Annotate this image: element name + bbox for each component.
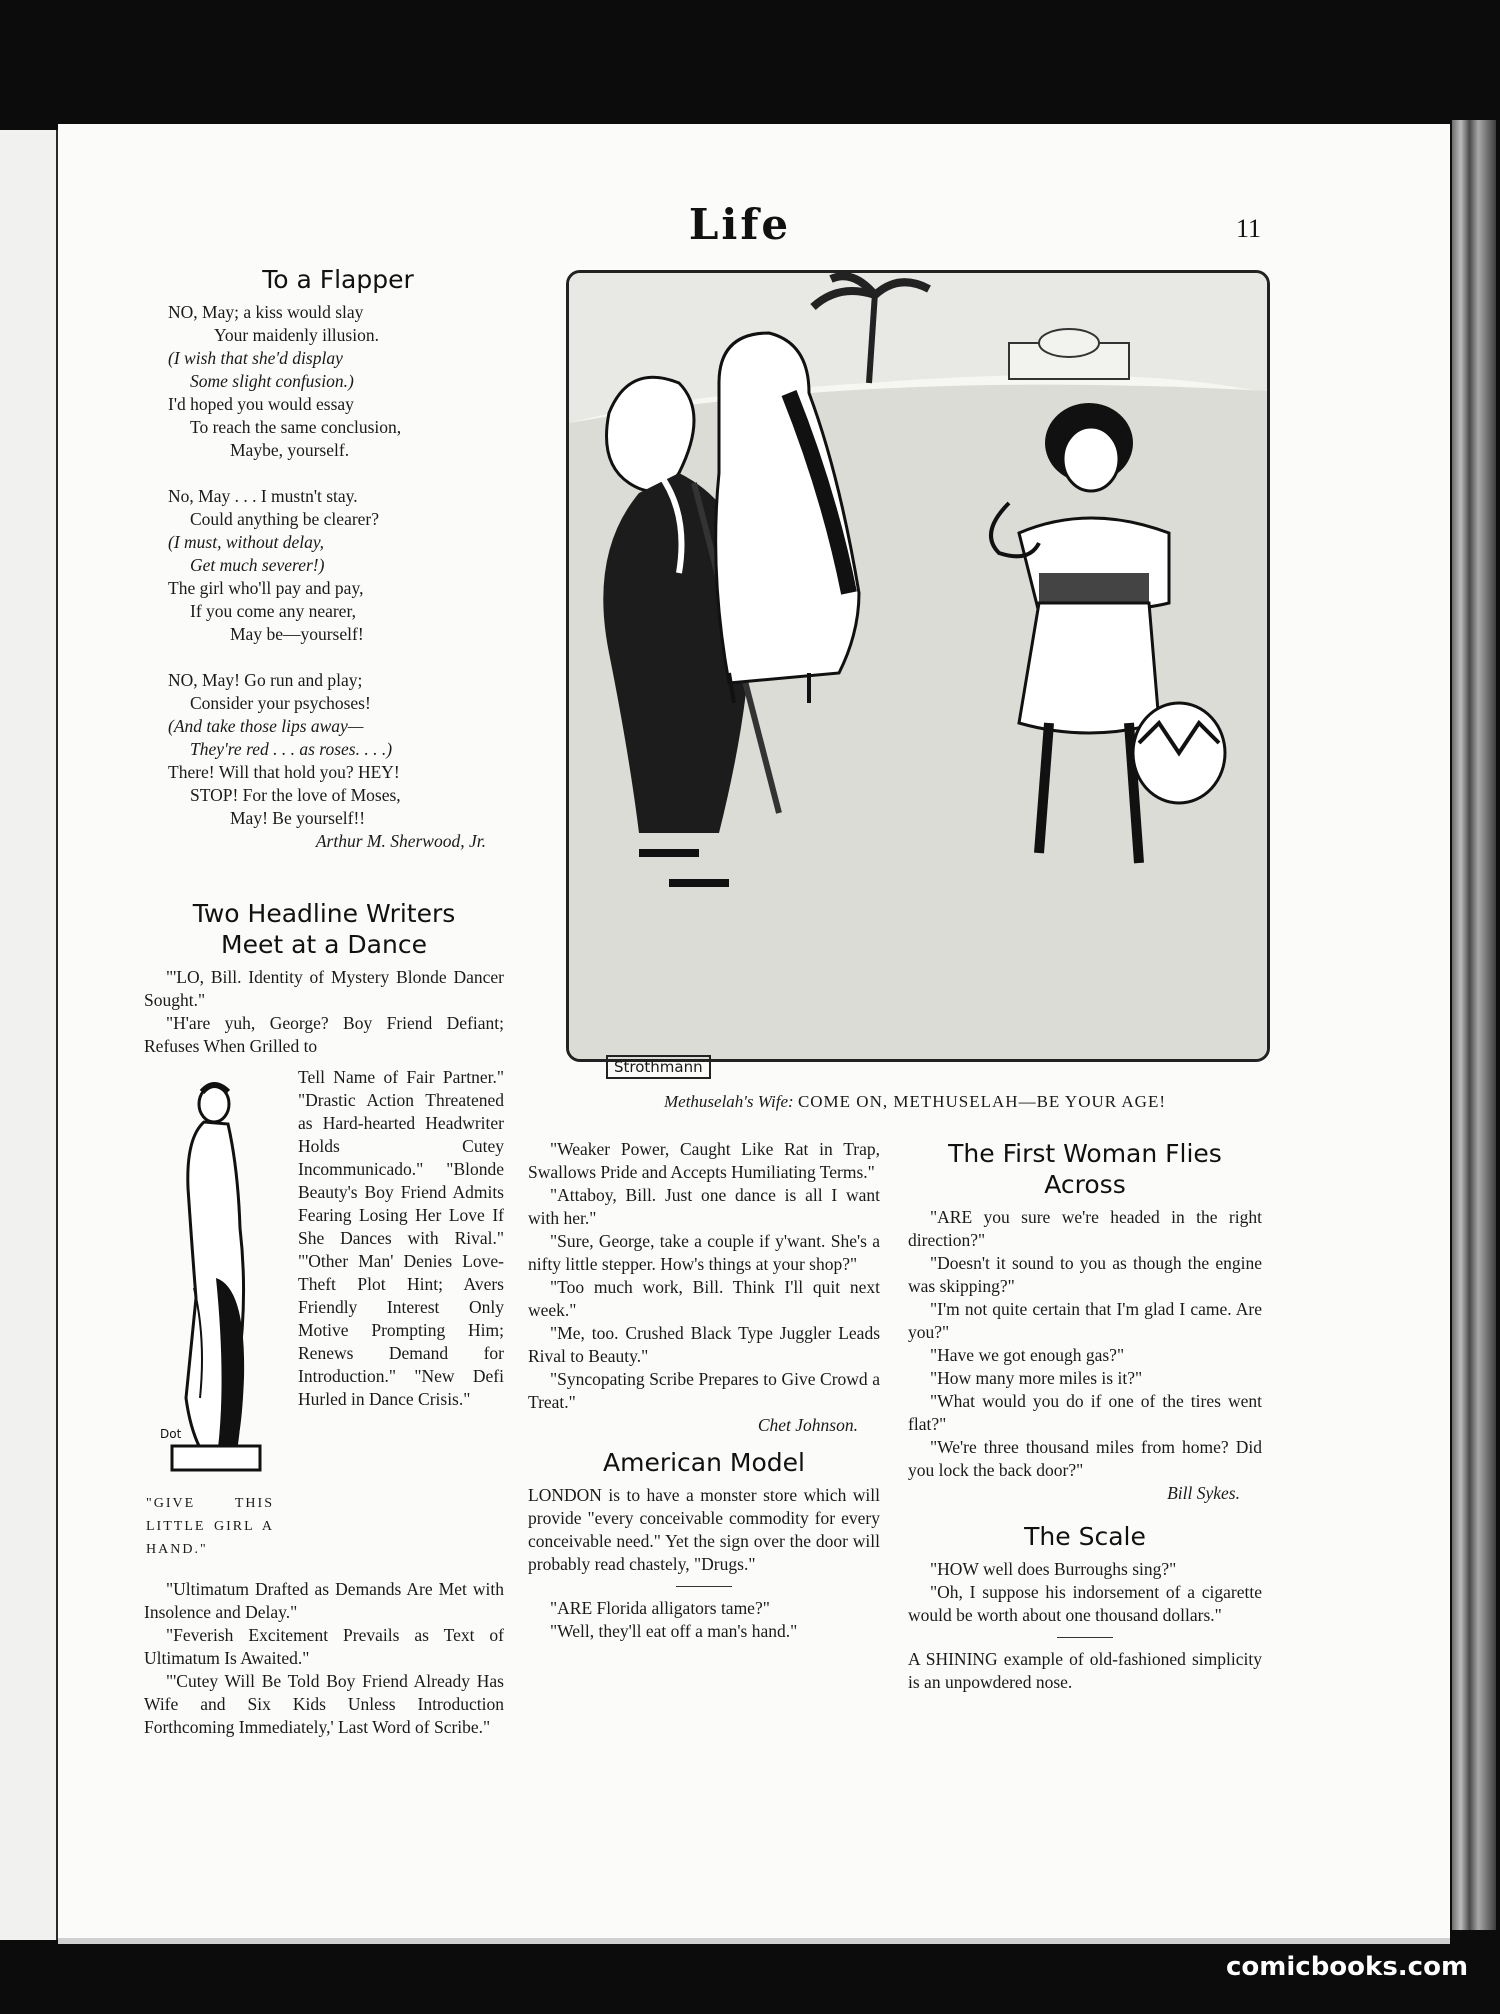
article-paragraphs [144,1578,504,1739]
first-woman-signature: Bill Sykes. [1167,1483,1240,1503]
cartoon-illustration [566,270,1270,1062]
article-paragraph: "Me, too. Crushed Black Type Juggler Leads Rival to Beauty." [528,1323,880,1366]
poem-line: Could anything be clearer? [190,509,380,529]
headline-writers-end [144,1578,504,1739]
first-woman-title-line2: Across [1044,1170,1126,1199]
article-paragraph: "Have we got enough gas?" [930,1345,1125,1365]
statue-illustration [156,1078,276,1476]
article-title-line2: Meet at a Dance [221,930,427,959]
caption-speaker: Methuselah's Wife: [663,1092,794,1111]
poem-line: The girl who'll pay and pay, [168,578,364,598]
stanza-break [168,462,508,485]
wife-figure [716,333,859,703]
middle-column [528,1138,880,1643]
article-paragraph: "Sure, George, take a couple if y'want. She's a nifty little stepper. How's things at your shop?" [528,1231,880,1274]
article-paragraph: "Ultimatum Drafted as Demands Are Met with Insolence and Delay." [144,1579,504,1622]
section-divider [676,1586,732,1587]
book-edge [1452,120,1496,1930]
poem-line: (And take those lips away— [168,716,364,736]
poem-line: (I wish that she'd display [168,348,343,368]
article-paragraph: "Syncopating Scribe Prepares to Give Crowd a Treat." [528,1369,880,1412]
poem-line: To reach the same conclusion, [190,417,402,437]
article-paragraph: "How many more miles is it?" [930,1368,1143,1388]
poem-line: Consider your psychoses! [190,693,371,713]
statue-signature: Dot [160,1427,182,1441]
first-woman-body [908,1206,1262,1482]
wrapped-headlines: Tell Name of Fair Partner." "Drastic Action Threatened as Hard-hearted Headwriter Holds Cutey Incommunicado." "Blonde Beauty's Boy Friend Admits Fearing Losing Her Love If She Dances with Rival." "'Other Man' Denies Love-Theft Plot Hint; Avers Friendly Interest Only Motive Prompting Him; Renews Demand for Introduction." "New Defi Hurled in Dance Crisis." [298,1067,504,1409]
american-model-title: American Model [603,1448,805,1477]
american-model-text: LONDON is to have a monster store which will provide "every conceivable commodity for every conceivable need." Yet the sign over the door will probably read chastely, "Drugs." [528,1485,880,1574]
poem-line: STOP! For the love of Moses, [190,785,401,805]
artist-signature: Strothmann [606,1055,711,1079]
poem-signature: Arthur M. Sherwood, Jr. [315,831,486,851]
poem-line: They're red . . . as roses. . . .) [190,739,393,759]
article-paragraph: "We're three thousand miles from home? Did you lock the back door?" [908,1437,1262,1480]
poem-line: No, May . . . I mustn't stay. [168,486,358,506]
facing-page-edge [0,130,60,1940]
cartoon-caption [566,1092,1264,1112]
article-paragraph: "Doesn't it sound to you as though the engine was skipping?" [908,1253,1262,1296]
masthead: Life [688,200,792,249]
section-divider [1057,1637,1113,1638]
stanza-break [168,646,508,669]
poem-line: I'd hoped you would essay [168,394,354,414]
caption-text: COME ON, METHUSELAH—BE YOUR AGE! [797,1092,1166,1111]
article-paragraph: "Feverish Excitement Prevails as Text of Ultimatum Is Awaited." [144,1625,504,1668]
poem-line: Get much severer!) [190,555,325,575]
article-paragraph: "'LO, Bill. Identity of Mystery Blonde Dancer Sought." [144,967,504,1010]
poem-line: Maybe, yourself. [230,440,350,460]
first-woman-title-line1: The First Woman Flies [948,1139,1222,1168]
statue-caption: "GIVE THIS LITTLE GIRL A HAND." [146,1496,274,1557]
watermark: comicbooks.com [1226,1952,1469,1982]
poem-line: NO, May! Go run and play; [168,670,363,690]
alligator-question: "ARE Florida alligators tame?" [550,1598,770,1618]
poem-body [168,301,508,830]
article-paragraph: "Too much work, Bill. Think I'll quit next week." [528,1277,880,1320]
poem-line: If you come any nearer, [190,601,356,621]
scale-title: The Scale [1024,1522,1146,1551]
article-title-line1: Two Headline Writers [192,899,456,928]
scale-question: "HOW well does Burroughs sing?" [930,1559,1177,1579]
article-paragraph: "Attaboy, Bill. Just one dance is all I want with her." [528,1185,880,1228]
article-paragraph: "What would you do if one of the tires went flat?" [908,1391,1262,1434]
article-paragraph: "ARE you sure we're headed in the right direction?" [908,1207,1262,1250]
poem-line: Your maidenly illusion. [214,325,379,345]
cartoon-drawing [569,273,1267,1059]
poem-column [168,264,508,853]
article-paragraph: "Weaker Power, Caught Like Rat in Trap, Swallows Pride and Accepts Humiliating Terms." [528,1139,880,1182]
page-number: 11 [1236,214,1262,243]
poem-title: To a Flapper [262,265,414,294]
poem-line: May be—yourself! [230,624,364,644]
article-paragraph: "'Cutey Will Be Told Boy Friend Already Has Wife and Six Kids Unless Introduction Forthcoming Immediately,' Last Word of Scribe." [144,1671,504,1737]
poem-line: May! Be yourself!! [230,808,366,828]
poem-line: (I must, without delay, [168,532,325,552]
article-continued [528,1138,880,1414]
article-signature: Chet Johnson. [757,1415,858,1435]
poem-line: Some slight confusion.) [190,371,354,391]
shining-text: A SHINING example of old-fashioned simplicity is an unpowdered nose. [908,1649,1262,1692]
scale-answer: "Oh, I suppose his indorsement of a cigarette would be worth about one thousand dollars." [908,1582,1262,1625]
article-paragraph: "I'm not quite certain that I'm glad I came. Are you?" [908,1299,1262,1342]
poem-line: There! Will that hold you? HEY! [168,762,400,782]
alligator-answer: "Well, they'll eat off a man's hand." [550,1621,798,1641]
page-bottom-edge [58,1938,1450,1944]
right-column [908,1138,1262,1694]
headline-writers-column [144,898,504,1058]
article-paragraph: "H'are yuh, George? Boy Friend Defiant; Refuses When Grilled to [144,1013,504,1056]
poem-line: NO, May; a kiss would slay [168,302,364,322]
